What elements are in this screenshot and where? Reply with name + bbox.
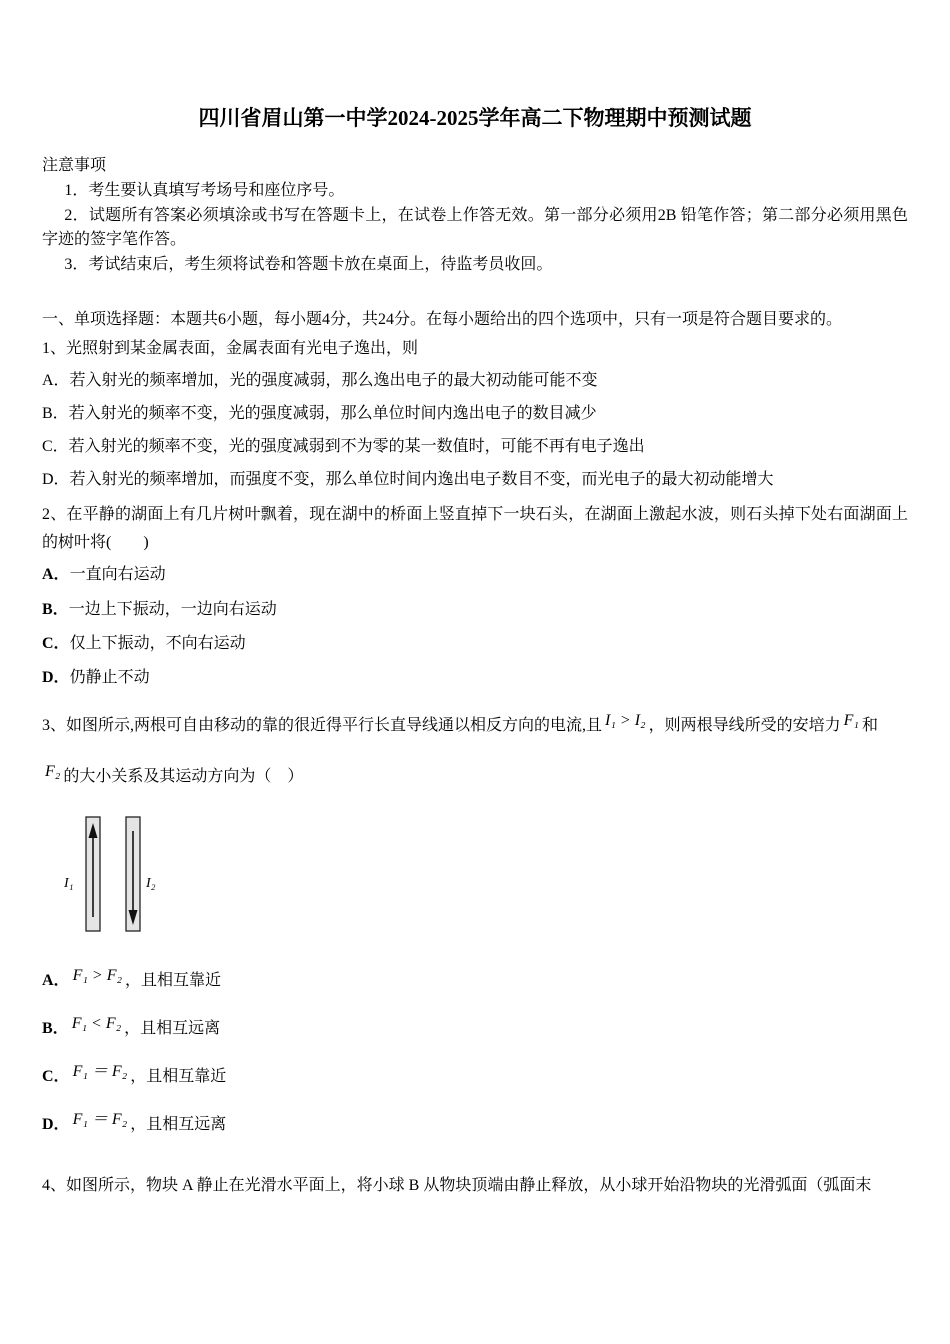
question-3 [42, 712, 908, 1136]
current-label-i1: I₁ [64, 876, 74, 892]
q3-math-f2: F₂ [45, 762, 61, 780]
q3-stem-text-4: 的大小关系及其运动方向为（ ） [63, 767, 304, 785]
q3-stem-text-1: 3、如图所示,两根可自由移动的靠的很近得平行长直导线通以相反方向的电流,且 [42, 716, 603, 734]
q4-stem: 4、如图所示，物块 A 静止在光滑水平面上，将小球 B 从物块顶端由静止释放，从小球开始沿物块的光滑弧面（弧面末 [42, 1176, 872, 1194]
q3-math-f1: F₁ [843, 711, 859, 729]
q3-math-i1-gt-i2: I₁ > I₂ [605, 711, 646, 729]
q2-option-d [42, 661, 908, 695]
q2-option-a [42, 558, 908, 592]
q3-option-a-math: F₁ > F₂ [72, 967, 123, 985]
q2-option-a-label: A． [42, 566, 70, 584]
q1-option-a: A．若入射光的频率增加，光的强度减弱，那么逸出电子的最大初动能可能不变 [42, 371, 598, 389]
q2-option-a-text: 一直向右运动 [69, 566, 166, 584]
q3-option-b-label: B． [42, 1020, 69, 1038]
q2-option-d-label: D． [42, 669, 70, 687]
q3-option-c-text: ，且相互靠近 [130, 1067, 227, 1085]
q3-stem-text-2: ，则两根导线所受的安培力 [648, 716, 841, 734]
question-2 [42, 501, 908, 696]
q3-figure [52, 813, 908, 944]
notice-heading: 注意事项 [42, 157, 107, 174]
q2-stem: 2、在平静的湖面上有几片树叶飘着，现在湖中的桥面上竖直掉下一块石头，在湖面上激起水波，则石头掉下处右面湖面上的树叶将( ) [42, 505, 908, 552]
q3-stem-line-2 [42, 763, 908, 792]
q3-option-a-text: ，且相互靠近 [125, 972, 222, 990]
q3-stem-text-3: 和 [861, 716, 878, 734]
q2-option-b-label: B． [42, 600, 69, 618]
q3-option-c-label: C． [42, 1067, 70, 1085]
q3-option-c [42, 1062, 908, 1088]
q2-option-c-label: C． [42, 635, 70, 653]
q2-option-c [42, 627, 908, 661]
q1-stem: 1、光照射到某金属表面，金属表面有光电子逸出，则 [42, 339, 419, 357]
q3-option-d [42, 1110, 908, 1136]
section-1-heading: 一、单项选择题：本题共6小题，每小题4分，共24分。在每小题给出的四个选项中，只有一项是符合题目要求的。 [42, 310, 843, 328]
q3-option-d-text: ，且相互远离 [130, 1115, 227, 1133]
q1-option-b: B．若入射光的频率不变，光的强度减弱，那么单位时间内逸出电子的数目减少 [42, 404, 597, 422]
q2-option-b-text: 一边上下振动，一边向右运动 [68, 600, 277, 618]
q2-option-d-text: 仍静止不动 [69, 669, 150, 687]
notice-item-3: 3．考试结束后，考生须将试卷和答题卡放在桌面上，待监考员收回。 [64, 256, 553, 274]
q3-option-a-label: A． [42, 972, 70, 990]
q3-option-d-math: F₁ ＝ F₂ [72, 1110, 128, 1128]
q3-option-d-label: D． [42, 1115, 70, 1133]
notice-item-1: 1．考生要认真填写考场号和座位序号。 [64, 181, 345, 199]
q3-option-b [42, 1015, 908, 1040]
q1-option-d: D．若入射光的频率增加，而强度不变，那么单位时间内逸出电子数目不变，而光电子的最大初动能增大 [42, 471, 774, 489]
q3-option-b-math: F₁ < F₂ [71, 1015, 122, 1033]
q3-option-b-text: ，且相互远离 [124, 1020, 221, 1038]
q2-option-c-text: 仅上下振动，不向右运动 [69, 635, 246, 653]
q2-option-b [42, 593, 908, 627]
current-label-i2: I₂ [146, 876, 156, 892]
q3-stem-line-1 [42, 712, 908, 741]
page-title: 四川省眉山第一中学2024-2025学年高二下物理期中预测试题 [198, 106, 752, 130]
notice-item-2: 2．试题所有答案必须填涂或书写在答题卡上，在试卷上作答无效。第一部分必须用2B 铅笔作答；第二部分必须用黑色字迹的签字笔作答。 [42, 206, 908, 249]
q3-option-c-math: F₁ ＝ F₂ [72, 1062, 128, 1080]
q1-option-c: C．若入射光的频率不变，光的强度减弱到不为零的某一数值时，可能不再有电子逸出 [42, 438, 645, 456]
question-4 [42, 1172, 908, 1201]
q3-option-a [42, 967, 908, 992]
parallel-wires-diagram [52, 813, 212, 939]
question-1 [42, 335, 908, 497]
